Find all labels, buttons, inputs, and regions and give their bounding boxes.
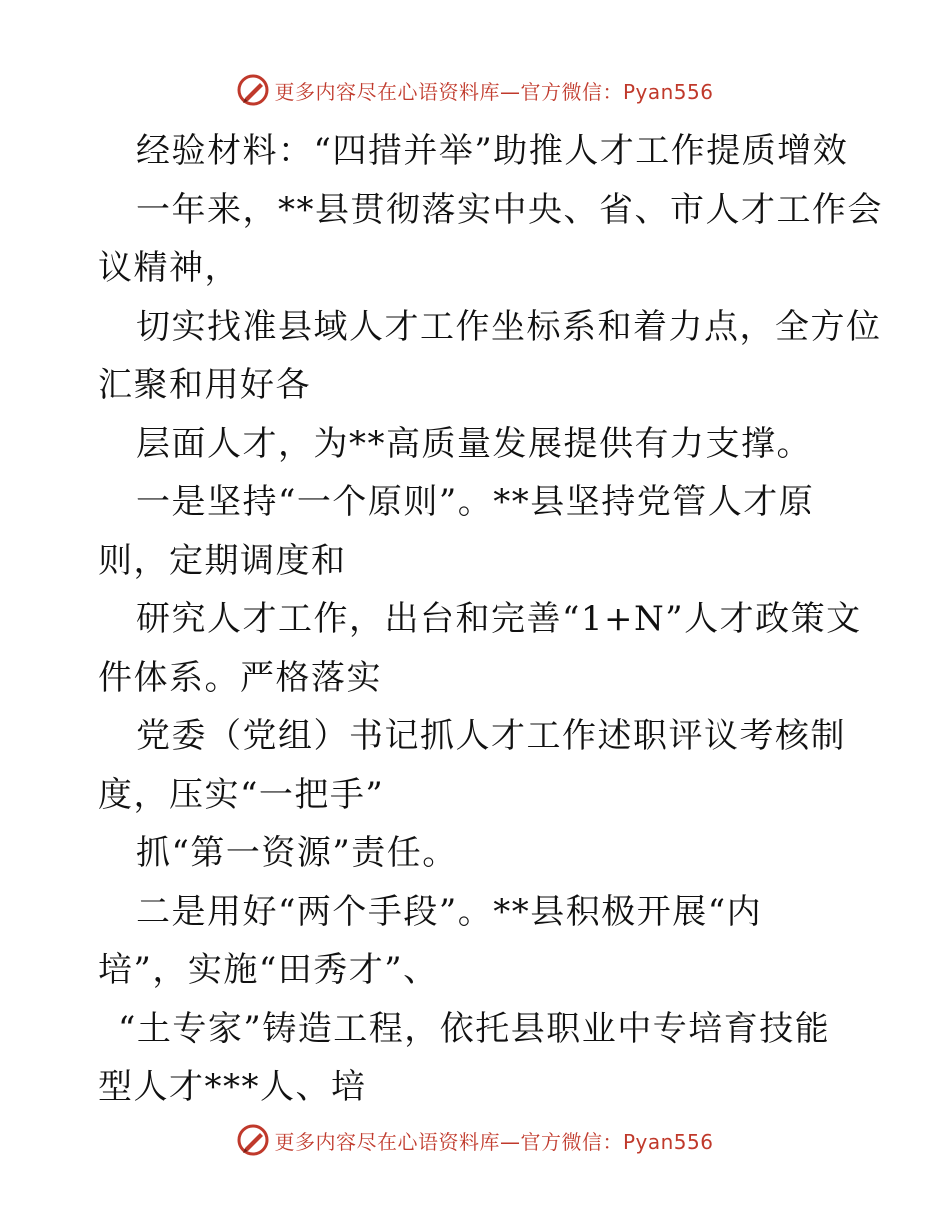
text-line: 一是坚持“一个原则”。**县坚持党管人才原 <box>136 482 815 522</box>
document-title: 经验材料：“四措并举”助推人才工作提质增效 <box>136 131 849 171</box>
text-line: 层面人才，为**高质量发展提供有力支撑。 <box>136 423 812 464</box>
document-body <box>98 122 883 1117</box>
text-line: 研究人才工作，出台和完善“1+N”人才政策文 <box>136 599 862 639</box>
header-watermark-banner <box>0 70 950 110</box>
text-line: “土专家”铸造工程，依托县职业中专培育技能 <box>118 1008 831 1049</box>
text-line: 型人才***人、培 <box>98 1067 367 1107</box>
pen-logo-icon <box>236 1123 270 1157</box>
footer-watermark-banner <box>0 1120 950 1160</box>
text-line: 切实找准县域人才工作坐标系和着力点，全方位 <box>136 306 882 347</box>
text-line: 件体系。严格落实 <box>98 657 382 698</box>
text-line: 度，压实“一把手” <box>98 774 385 815</box>
text-line: 则，定期调度和 <box>98 540 347 581</box>
text-line: 一年来，**县贯彻落实中央、省、市人才工作会 <box>136 189 883 230</box>
text-line: 培”，实施“田秀才”、 <box>98 950 439 990</box>
watermark-text: 更多内容尽在心语资料库—官方微信：Pyan556 <box>274 79 714 104</box>
watermark-text: 更多内容尽在心语资料库—官方微信：Pyan556 <box>274 1129 714 1154</box>
text-line: 抓“第一资源”责任。 <box>136 833 458 873</box>
text-line: 二是用好“两个手段”。**县积极开展“内 <box>136 891 763 932</box>
text-line: 汇聚和用好各 <box>98 365 311 405</box>
text-line: 党委（党组）书记抓人才工作述职评议考核制 <box>136 716 846 756</box>
text-line: 议精神， <box>98 248 240 288</box>
pen-logo-icon <box>236 73 270 107</box>
